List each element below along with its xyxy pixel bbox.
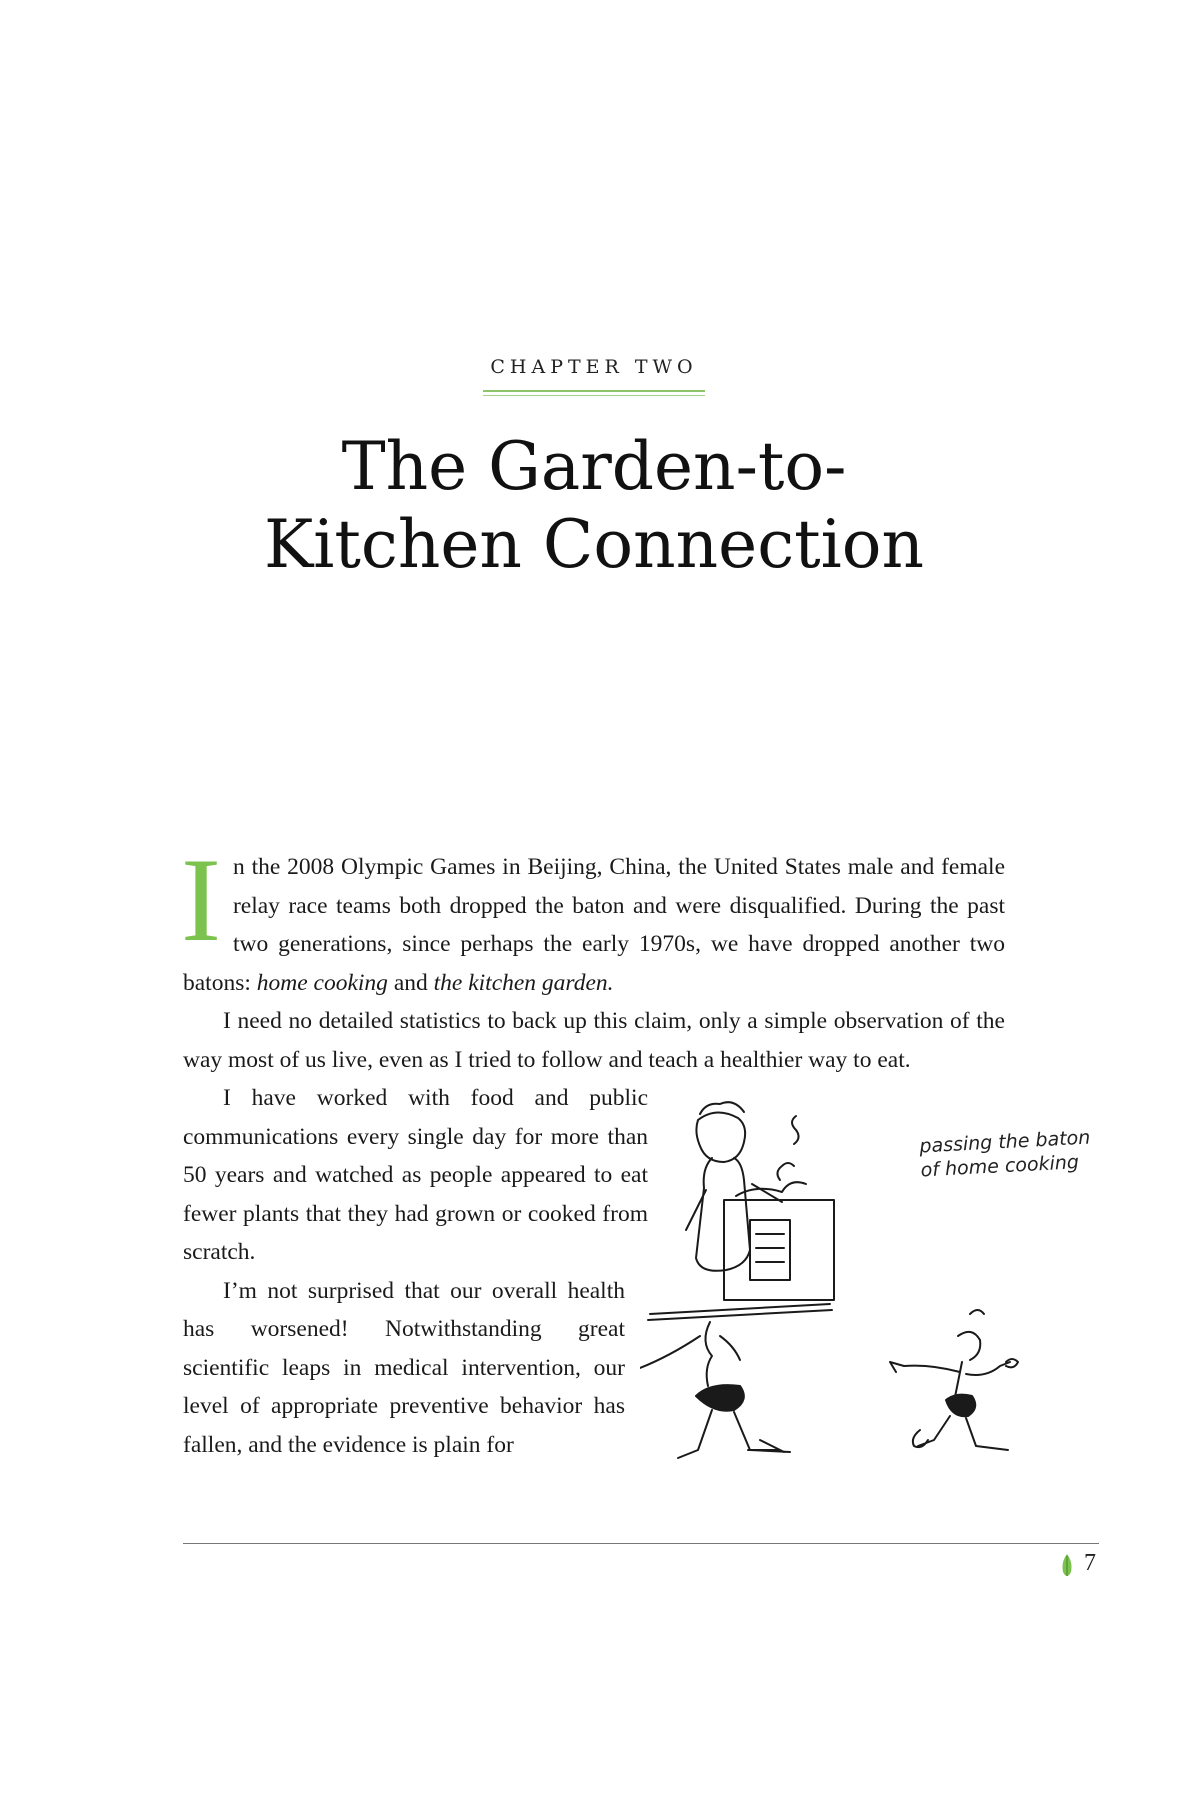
emphasis-home-cooking: home cooking — [256, 969, 388, 996]
page-number: 7 — [1084, 1550, 1096, 1576]
chapter-rule-divider — [483, 390, 705, 396]
caption-line-1: passing the baton — [918, 1126, 1091, 1158]
illustration-caption — [919, 1126, 1092, 1183]
paragraph-2: I need no detailed statistics to back up this claim, only a simple observation of the way most of us live, even as I tried to follow and teach a healthier way to eat. — [183, 1008, 1005, 1073]
paragraph-3: I have worked with food and public communications every single day for more than 50 years and watched as people appeared to eat fewer plants that they had grown or cooked from scratch. — [183, 1085, 648, 1265]
leaf-icon — [1060, 1552, 1074, 1578]
chapter-title — [0, 428, 1188, 584]
caption-line-2: of home cooking — [920, 1151, 1080, 1182]
drop-cap: I — [181, 833, 221, 966]
paragraph-1-text-b: and — [387, 969, 434, 996]
chapter-title-line-1: The Garden-to- — [341, 428, 847, 505]
emphasis-kitchen-garden: the kitchen garden. — [433, 969, 614, 996]
paragraph-4: I’m not surprised that our overall health has worsened! Notwithstanding great scientific leaps in medical intervention, our level of appropriate preventive behavior has fallen, and the evidence is plain for — [183, 1277, 625, 1458]
chapter-label: CHAPTER TWO — [490, 356, 698, 378]
paragraph-1-text-a: n the 2008 Olympic Games in Beijing, China, the United States male and female relay race teams both dropped the baton and were disqualified. During the past two generations, since perhaps the early 1970s, we have dropped another two batons: — [183, 854, 1005, 996]
chapter-title-line-2: Kitchen Connection — [263, 506, 925, 583]
footer-rule — [183, 1543, 1099, 1544]
paragraph-1 — [181, 833, 1005, 1002]
